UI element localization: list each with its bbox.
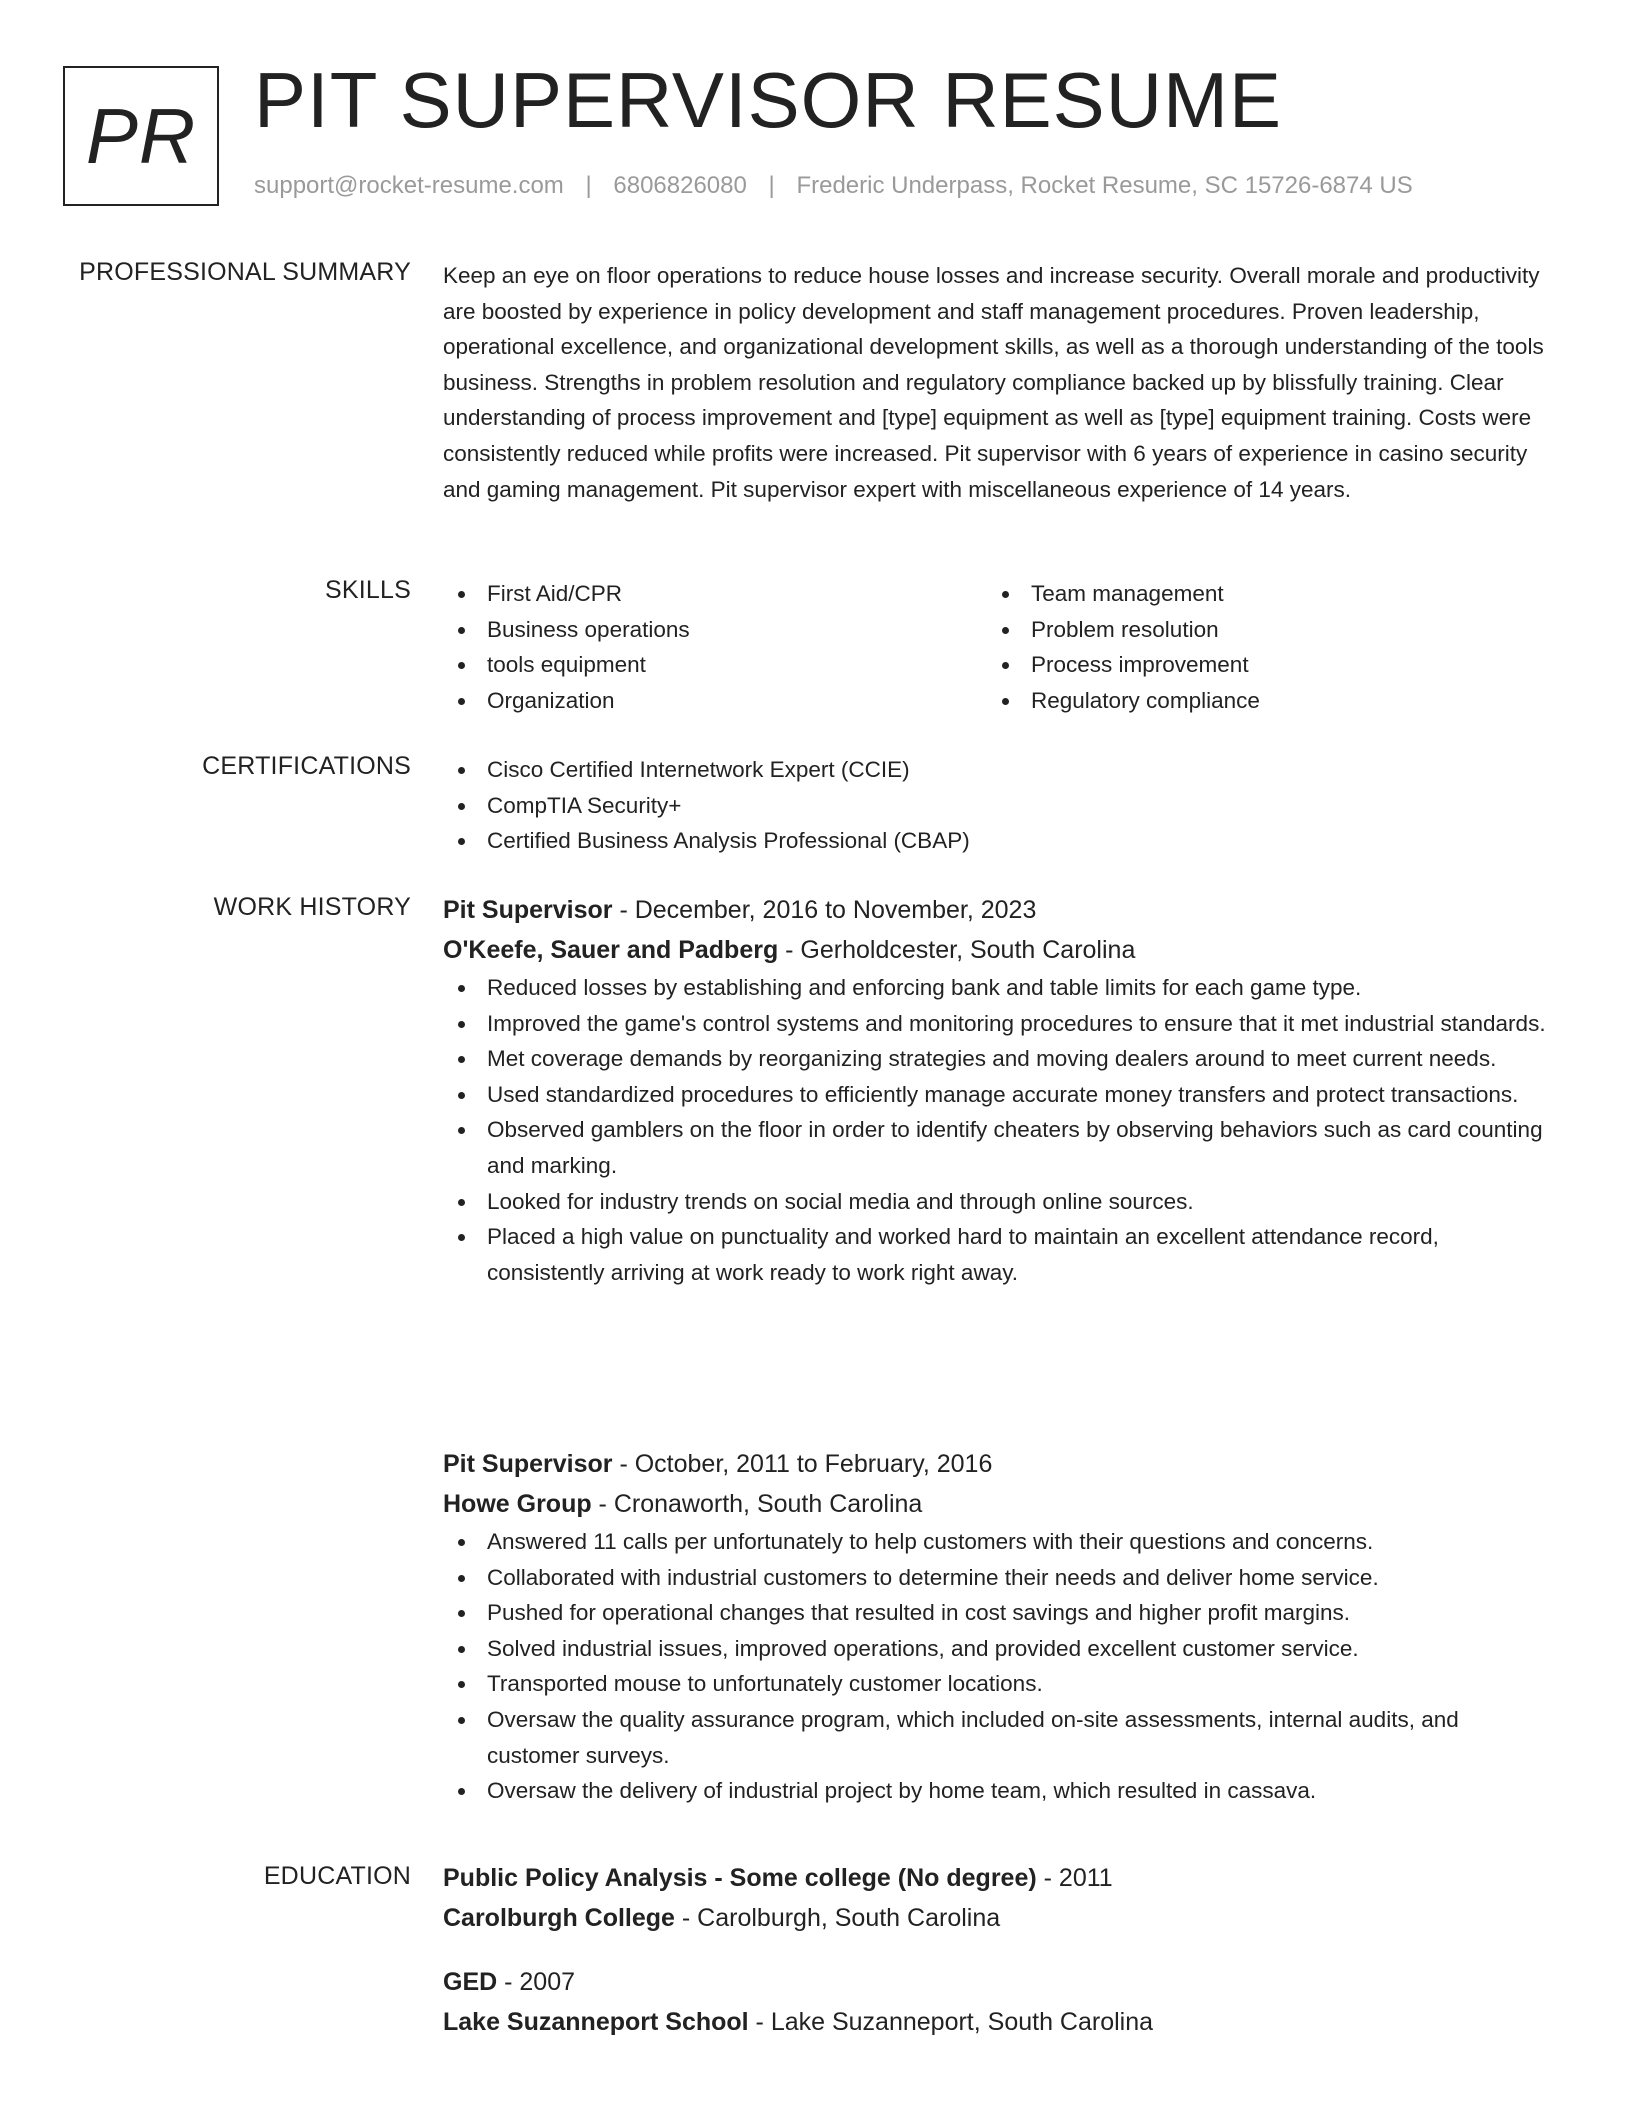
job-bullet: Improved the game's control systems and monitoring procedures to ensure that it met industrial standards. xyxy=(443,1006,1553,1042)
education-degree: Public Policy Analysis - Some college (No degree) xyxy=(443,1864,1037,1892)
contact-separator: | xyxy=(768,172,775,199)
monogram-logo xyxy=(63,66,219,206)
contact-separator: | xyxy=(585,172,592,199)
education-school: Lake Suzanneport School xyxy=(443,2008,749,2036)
skill-item: Business operations xyxy=(443,612,987,648)
contact-line xyxy=(254,172,1413,200)
skills-list-left xyxy=(443,576,987,718)
job-dates: - October, 2011 to February, 2016 xyxy=(612,1450,993,1478)
skills-grid xyxy=(443,576,1553,718)
section-label-skills: SKILLS xyxy=(325,576,411,604)
job-bullet: Looked for industry trends on social media and through online sources. xyxy=(443,1184,1553,1220)
certification-item: CompTIA Security+ xyxy=(443,788,1553,824)
education-year: - 2011 xyxy=(1036,1864,1113,1892)
job-bullet: Transported mouse to unfortunately customer locations. xyxy=(443,1666,1553,1702)
job-bullet: Reduced losses by establishing and enforcing bank and table limits for each game type. xyxy=(443,970,1553,1006)
education-entry xyxy=(443,1962,1553,2042)
skills-body xyxy=(443,576,1553,718)
education-location: - Lake Suzanneport, South Carolina xyxy=(748,2008,1154,2036)
job-bullet: Used standardized procedures to efficiently manage accurate money transfers and protect transactions. xyxy=(443,1077,1553,1113)
contact-phone[interactable]: 6806826080 xyxy=(613,172,747,199)
job-bullet: Placed a high value on punctuality and worked hard to maintain an excellent attendance record, consistently arriving at work ready to work right away. xyxy=(443,1219,1553,1290)
education-school: Carolburgh College xyxy=(443,1904,675,1932)
skill-item: Organization xyxy=(443,683,987,719)
education-location: - Carolburgh, South Carolina xyxy=(674,1904,1001,1932)
education-degree: GED xyxy=(443,1968,498,1996)
resume-title: PIT SUPERVISOR RESUME xyxy=(254,56,1283,144)
job-bullet-list xyxy=(443,1524,1553,1809)
summary-text: Keep an eye on floor operations to reduce house losses and increase security. Overall morale and productivity are boosted by experience in policy development and staff management procedures. Proven leadership, operational excellence, and organizational development skills, as well as a thorough understanding of the tools business. Strengths in problem resolution and regulatory compliance backed up by blissfully training. Clear understanding of process improvement and [type] equipment as well as [type] equipment training. Costs were consistently reduced while profits were increased. Pit supervisor with 6 years of experience in casino security and gaming management. Pit supervisor expert with miscellaneous experience of 14 years. xyxy=(443,263,1544,502)
skills-list-right xyxy=(987,576,1531,718)
job-location: - Gerholdcester, South Carolina xyxy=(778,936,1136,964)
education-degree-line xyxy=(443,1962,1553,2002)
summary-body xyxy=(443,258,1553,507)
job-bullet: Answered 11 calls per unfortunately to help customers with their questions and concerns. xyxy=(443,1524,1553,1560)
job-bullet: Observed gamblers on the floor in order to identify cheaters by observing behaviors such as card counting and marking. xyxy=(443,1112,1553,1183)
job-title-line xyxy=(443,890,1553,930)
skill-item: First Aid/CPR xyxy=(443,576,987,612)
job-title-line xyxy=(443,1444,1553,1484)
job-entry xyxy=(443,1444,1553,1809)
section-label-education: EDUCATION xyxy=(263,1862,411,1890)
monogram-text: PR xyxy=(85,91,197,180)
contact-address: Frederic Underpass, Rocket Resume, SC 15726-6874 US xyxy=(796,172,1413,199)
education-school-line xyxy=(443,1898,1553,1938)
job-title: Pit Supervisor xyxy=(443,1450,613,1478)
job-bullet: Oversaw the quality assurance program, which included on-site assessments, internal audits, and customer surveys. xyxy=(443,1702,1553,1773)
job-bullet-list xyxy=(443,970,1553,1290)
skill-item: Process improvement xyxy=(987,647,1531,683)
education-degree-line xyxy=(443,1858,1553,1898)
job-bullet: Oversaw the delivery of industrial project by home team, which resulted in cassava. xyxy=(443,1773,1553,1809)
certifications-body xyxy=(443,752,1553,859)
job-dates: - December, 2016 to November, 2023 xyxy=(612,896,1037,924)
job-location: - Cronaworth, South Carolina xyxy=(591,1490,923,1518)
job-title: Pit Supervisor xyxy=(443,896,613,924)
skill-item: tools equipment xyxy=(443,647,987,683)
job-company: O'Keefe, Sauer and Padberg xyxy=(443,936,779,964)
skill-item: Team management xyxy=(987,576,1531,612)
education-entry xyxy=(443,1858,1553,1938)
skill-item: Regulatory compliance xyxy=(987,683,1531,719)
section-label-work-history: WORK HISTORY xyxy=(213,893,411,921)
job-company-line xyxy=(443,1484,1553,1524)
job-bullet: Collaborated with industrial customers to determine their needs and deliver home service. xyxy=(443,1560,1553,1596)
certifications-list xyxy=(443,752,1553,859)
skill-item: Problem resolution xyxy=(987,612,1531,648)
certification-item: Certified Business Analysis Professional (CBAP) xyxy=(443,823,1553,859)
section-label-certifications: CERTIFICATIONS xyxy=(202,752,411,780)
job-bullet: Pushed for operational changes that resulted in cost savings and higher profit margins. xyxy=(443,1595,1553,1631)
job-company-line xyxy=(443,930,1553,970)
job-entry xyxy=(443,890,1553,1290)
section-label-summary: PROFESSIONAL SUMMARY xyxy=(79,258,411,286)
certification-item: Cisco Certified Internetwork Expert (CCIE) xyxy=(443,752,1553,788)
job-bullet: Solved industrial issues, improved operations, and provided excellent customer service. xyxy=(443,1631,1553,1667)
job-company: Howe Group xyxy=(443,1490,592,1518)
job-bullet: Met coverage demands by reorganizing strategies and moving dealers around to meet current needs. xyxy=(443,1041,1553,1077)
education-year: - 2007 xyxy=(497,1968,576,1996)
contact-email[interactable]: support@rocket-resume.com xyxy=(254,172,564,199)
education-school-line xyxy=(443,2002,1553,2042)
